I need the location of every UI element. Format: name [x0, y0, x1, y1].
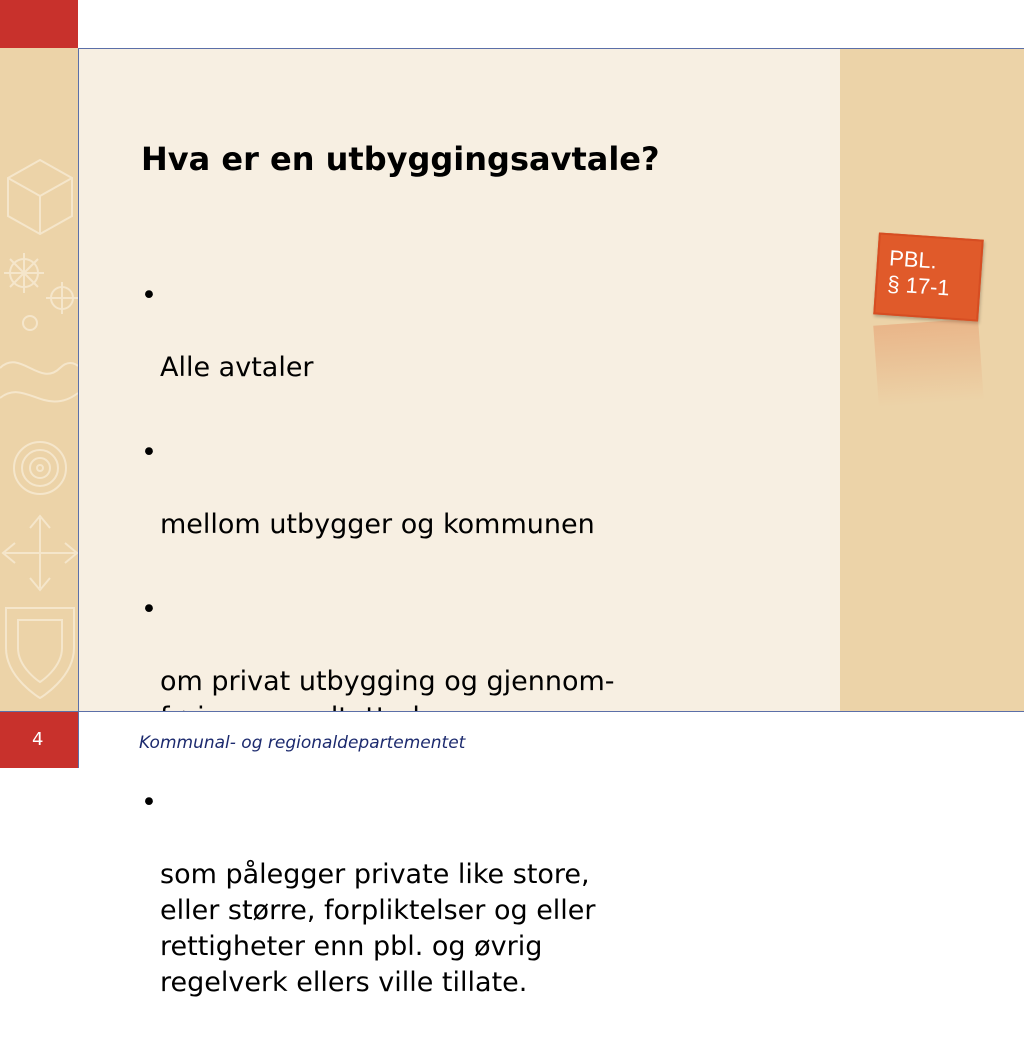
left-decor-panel: [0, 48, 78, 711]
bullet-dot: •: [141, 280, 157, 311]
slide-number: 4: [32, 729, 44, 750]
list-item: [141, 278, 781, 422]
bullet-text: som pålegger private like store, eller større, forpliktelser og eller rettigheter enn pbl. og øvrig regelverk ellers ville tillate.: [160, 859, 596, 998]
arrows-cross-icon: [3, 516, 77, 590]
tag-reflection: [873, 318, 983, 407]
bullet-dot: •: [141, 594, 157, 625]
tag-line-1: PBL.: [888, 245, 938, 274]
footer-department: Kommunal- og regionaldepartementet: [139, 733, 466, 753]
bullet-text: Alle avtaler: [160, 352, 314, 383]
bullet-text: om privat utbygging og gjennom-: [160, 666, 615, 697]
decor-pattern: [0, 48, 78, 711]
list-item: [141, 785, 781, 1037]
list-item: [141, 435, 781, 579]
brand-red-block: [0, 0, 78, 48]
cube-icon: [8, 160, 72, 234]
snowflake-icon: [4, 253, 78, 330]
bullet-text: mellom utbygger og kommunen: [160, 509, 595, 540]
spiral-icon: [14, 442, 66, 494]
slide-title: Hva er en utbyggingsavtale?: [141, 140, 660, 178]
top-strip: [0, 0, 1024, 48]
tag-box: [873, 232, 983, 321]
bullet-dot: •: [141, 437, 157, 468]
tag-line-2: § 17-1: [886, 271, 951, 301]
bullet-list: [141, 278, 781, 1050]
shield-icon: [6, 608, 74, 698]
law-reference-tag: [876, 236, 981, 406]
bullet-dot: •: [141, 787, 157, 818]
